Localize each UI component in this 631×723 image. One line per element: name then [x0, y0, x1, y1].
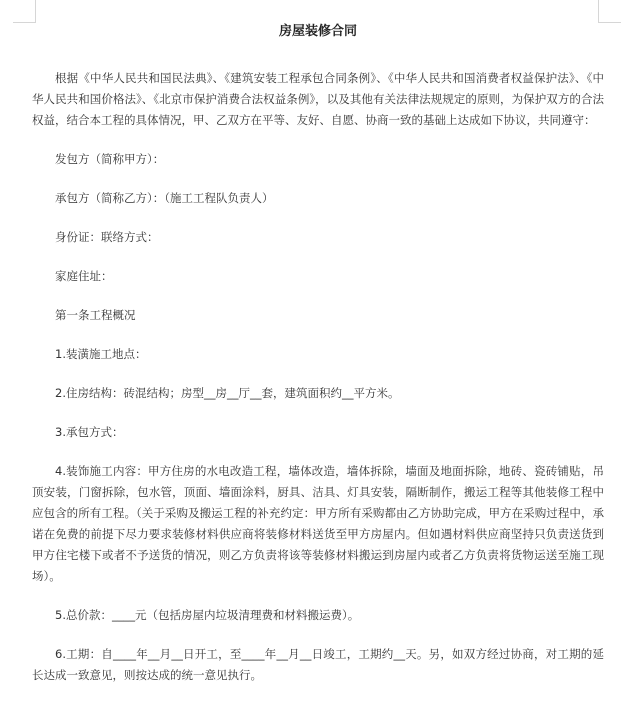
intro-paragraph: 根据《中华人民共和国民法典》、《建筑安装工程承包合同条例》、《中华人民共和国消费者权益保护法》、《中华人民共和国价格法》、《北京市保护消费合法权益条例》，以及其他有关法律法规规定的原则，为保护双方的合法权益，结合本工程的具体情况，甲、乙双方在平等、友好、自愿、协商一致的基础上达成如下协议，共同遵守：	[32, 71, 604, 127]
item-6-schedule: 6.工期：自____年__月__日开工，至____年__月__日竣工，工期约__天。另，如双方经过协商，对工期的延长达成一致意见，则按达成的统一意见执行。	[32, 647, 604, 682]
page-corner-mark-top-left	[13, 0, 36, 23]
item-1-site: 1.装潢施工地点：	[55, 347, 147, 361]
item-4-scope: 4.装饰施工内容：甲方住房的水电改造工程，墙体改造，墙体拆除，墙面及地面拆除，地砖、瓷砖铺贴，吊顶安装，门窗拆除，包水管，顶面、墙面涂料，厨具、洁具、灯具安装，隔断制作，搬运工程等其他装修工程中应包含的所有工程。（关于采购及搬运工程的补充约定：甲方所有采购都由乙方协助完成，甲方在采购过程中，承诺在免费的前提下尽力要求装修材料供应商将装修材料送货至甲方房屋内。但如遇材料供应商坚持只负责送货到甲方住宅楼下或者不予送货的情况，则乙方负责将该等装修材料搬运到房屋内或者乙方负责将货物运送至施工现场）。	[32, 464, 604, 583]
document-title: 房屋装修合同	[278, 24, 357, 39]
party-a-line: 发包方（简称甲方）：	[55, 152, 165, 166]
item-3-contract-method: 3.承包方式：	[55, 425, 124, 439]
id-contact-line: 身份证：联络方式：	[55, 230, 159, 244]
item-2-structure: 2.住房结构：砖混结构；房型__房__厅__套，建筑面积约__平方米。	[55, 386, 400, 400]
document-body	[32, 22, 604, 704]
address-line: 家庭住址：	[55, 269, 113, 283]
party-b-line: 承包方（简称乙方）：（施工工程队负责人）	[55, 191, 274, 205]
article-1-heading: 第一条工程概况	[55, 308, 136, 322]
page-corner-mark-top-right	[598, 0, 621, 23]
item-5-total-price: 5.总价款：____元（包括房屋内垃圾清理费和材料搬运费）。	[55, 608, 360, 622]
